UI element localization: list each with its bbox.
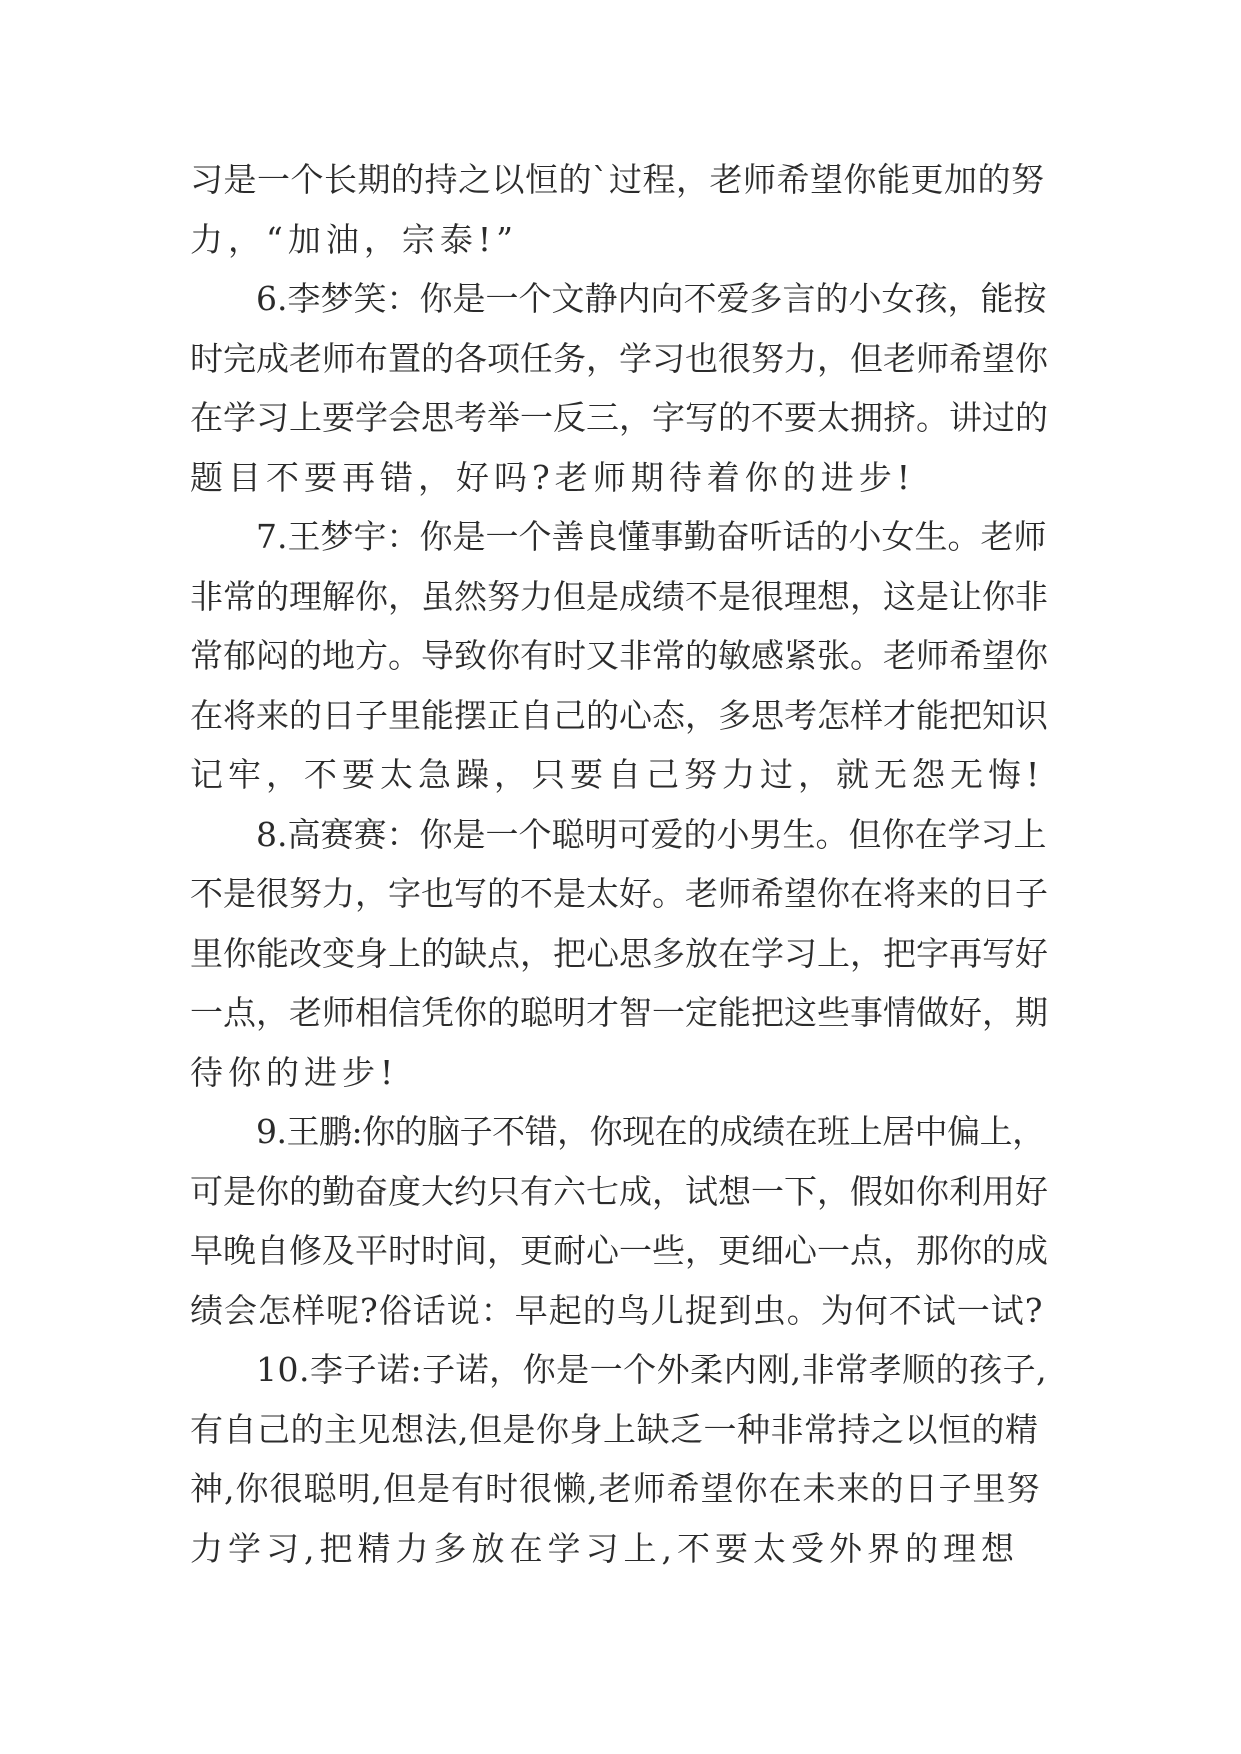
text-line: 不是很努力，字也写的不是太好。老师希望你在将来的日子 (190, 874, 1048, 913)
paragraph-start-line: 6.李梦笑：你是一个文静内向不爱多言的小女孩，能按 (256, 279, 1047, 318)
text-line: 常郁闷的地方。导致你有时又非常的敏感紧张。老师希望你 (190, 636, 1048, 675)
text-line: 记牢，不要太急躁，只要自己努力过，就无怨无悔! (190, 755, 1045, 794)
text-line: 习是一个长期的持之以恒的`过程，老师希望你能更加的努 (190, 160, 1045, 199)
text-line: 神,你很聪明,但是有时很懒,老师希望你在未来的日子里努 (190, 1469, 1041, 1508)
text-line: 题目不要再错，好吗?老师期待着你的进步! (190, 457, 915, 497)
text-line: 力学习,把精力多放在学习上,不要太受外界的理想 (190, 1528, 1019, 1568)
paragraph-start-line: 7.王梦宇：你是一个善良懂事勤奋听话的小女生。老师 (256, 517, 1047, 556)
text-line: 在将来的日子里能摆正自己的心态，多思考怎样才能把知识 (190, 695, 1048, 735)
paragraph-start-line: 10.李子诺:子诺，你是一个外柔内刚,非常孝顺的孩子, (256, 1350, 1048, 1389)
text-line: 待你的进步! (190, 1052, 399, 1092)
text-line: 里你能改变身上的缺点，把心思多放在学习上，把字再写好 (190, 933, 1048, 973)
text-line: 可是你的勤奋度大约只有六七成，试想一下，假如你利用好 (190, 1171, 1048, 1211)
text-line: 非常的理解你，虽然努力但是成绩不是很理想，这是让你非 (190, 576, 1048, 616)
paragraph-start-line: 9.王鹏:你的脑子不错，你现在的成绩在班上居中偏上， (256, 1112, 1045, 1151)
text-line: 力，“加油，宗泰!” (190, 219, 519, 259)
document-body (190, 150, 1050, 1578)
paragraph-start-line: 8.高赛赛：你是一个聪明可爱的小男生。但你在学习上 (256, 814, 1047, 854)
text-line: 一点，老师相信凭你的聪明才智一定能把这些事情做好，期 (190, 993, 1048, 1032)
text-line: 时完成老师布置的各项任务，学习也很努力，但老师希望你 (190, 338, 1048, 378)
text-line: 有自己的主见想法,但是你身上缺乏一种非常持之以恒的精 (190, 1409, 1039, 1449)
text-line: 早晚自修及平时时间，更耐心一些，更细心一点，那你的成 (190, 1231, 1048, 1270)
text-line: 绩会怎样呢?俗话说：早起的鸟儿捉到虫。为何不试一试? (190, 1290, 1044, 1330)
text-line: 在学习上要学会思考举一反三，字写的不要太拥挤。讲过的 (190, 398, 1048, 437)
